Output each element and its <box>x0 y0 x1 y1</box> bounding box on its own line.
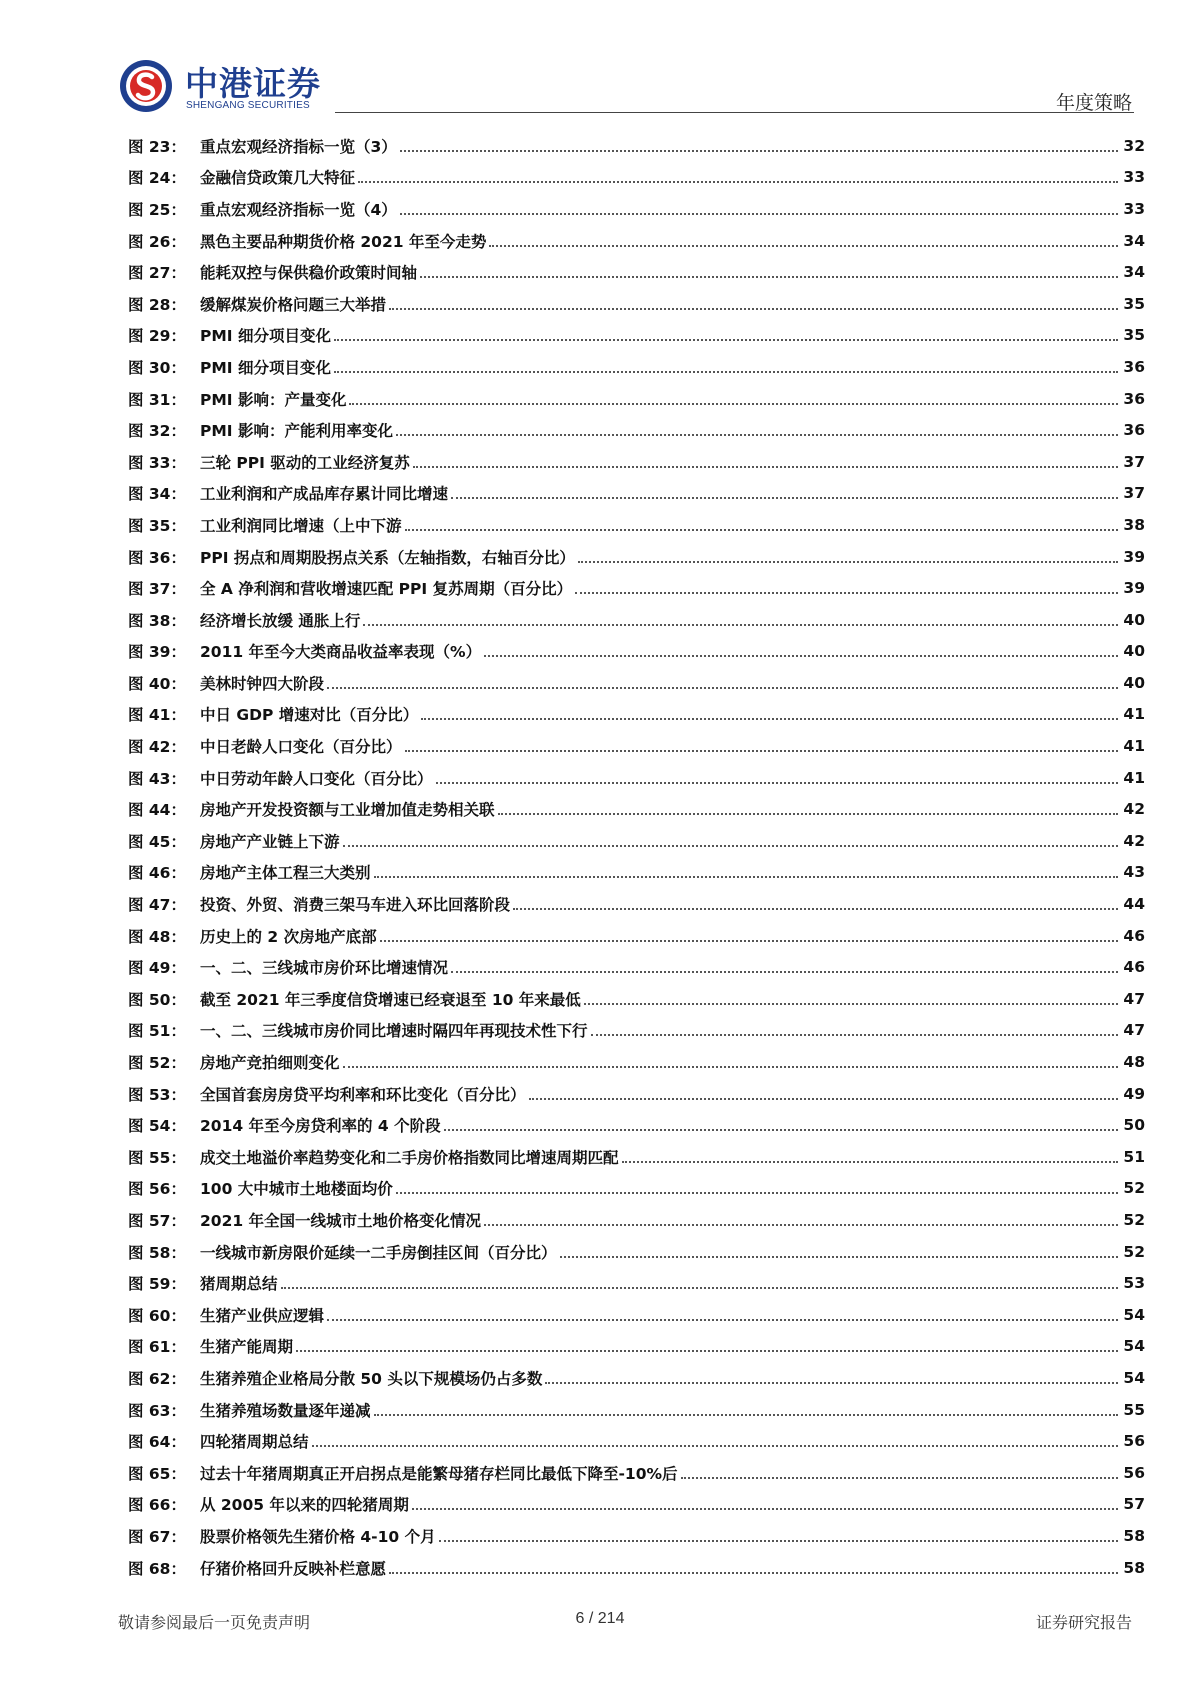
toc-entry-page: 34 <box>1123 231 1145 250</box>
toc-entry[interactable] <box>128 1267 1145 1299</box>
dot-leader <box>421 718 1118 720</box>
toc-entry-number: 图 68： <box>128 1559 186 1578</box>
dot-leader <box>439 1540 1118 1542</box>
toc-entry-number: 图 50： <box>128 990 186 1009</box>
toc-entry-title: 生猪养殖企业格局分散 50 头以下规模场仍占多数 <box>200 1369 543 1388</box>
toc-entry-title: 仔猪价格回升反映补栏意愿 <box>200 1559 387 1578</box>
toc-entry-number: 图 44： <box>128 801 186 820</box>
toc-entry-page: 58 <box>1123 1558 1145 1577</box>
toc-entry[interactable] <box>128 636 1145 668</box>
dot-leader <box>389 1572 1118 1574</box>
toc-entry-number: 图 59： <box>128 1275 186 1294</box>
toc-entry-number: 图 23： <box>128 137 186 156</box>
toc-entry-title: 一、二、三线城市房价环比增速情况 <box>200 959 449 978</box>
toc-entry-title: PMI 影响：产能利用率变化 <box>200 422 393 441</box>
toc-entry-number: 图 30： <box>128 358 186 377</box>
toc-entry-title: 房地产主体工程三大类别 <box>200 864 371 883</box>
toc-entry-number: 图 46： <box>128 864 186 883</box>
toc-entry-number: 图 36： <box>128 548 186 567</box>
toc-entry-title: PPI 拐点和周期股拐点关系（左轴指数，右轴百分比） <box>200 548 575 567</box>
toc-entry[interactable] <box>128 793 1145 825</box>
toc-entry-page: 39 <box>1123 579 1145 598</box>
dot-leader <box>358 181 1118 183</box>
toc-entry-number: 图 53： <box>128 1085 186 1104</box>
toc-entry-number: 图 32： <box>128 422 186 441</box>
toc-entry[interactable] <box>128 225 1145 257</box>
dot-leader <box>400 213 1118 215</box>
toc-entry-page: 42 <box>1123 831 1145 850</box>
toc-entry-number: 图 49： <box>128 959 186 978</box>
toc-entry[interactable] <box>128 130 1145 162</box>
dot-leader <box>349 403 1118 405</box>
dot-leader <box>396 1192 1118 1194</box>
toc-entry-title: 中日 GDP 增速对比（百分比） <box>200 706 419 725</box>
toc-entry-number: 图 67： <box>128 1527 186 1546</box>
toc-entry-title: 生猪养殖场数量逐年递减 <box>200 1401 371 1420</box>
toc-entry-title: 成交土地溢价率趋势变化和二手房价格指数同比增速周期匹配 <box>200 1148 619 1167</box>
toc-entry-number: 图 33： <box>128 453 186 472</box>
toc-entry-title: 重点宏观经济指标一览（3） <box>200 137 397 156</box>
toc-entry-page: 46 <box>1123 926 1145 945</box>
doc-type-label: 年度策略 <box>1055 92 1132 114</box>
toc-entry-page: 43 <box>1123 863 1145 882</box>
toc-entry[interactable] <box>128 604 1145 636</box>
dot-leader <box>529 1098 1118 1100</box>
toc-entry-page: 35 <box>1123 326 1145 345</box>
toc-entry-title: 工业利润和产成品库存累计同比增速 <box>200 485 449 504</box>
toc-entry-page: 50 <box>1123 1116 1145 1135</box>
toc-entry[interactable] <box>128 1078 1145 1110</box>
dot-leader <box>451 497 1118 499</box>
toc-entry-page: 47 <box>1123 1021 1145 1040</box>
header-divider <box>335 112 1134 113</box>
toc-entry-page: 35 <box>1123 294 1145 313</box>
toc-entry-title: 工业利润同比增速（上中下游 <box>200 516 402 535</box>
dot-leader <box>396 434 1118 436</box>
toc-entry[interactable] <box>128 699 1145 731</box>
toc-entry[interactable] <box>128 1109 1145 1141</box>
toc-entry-page: 40 <box>1123 642 1145 661</box>
toc-entry-page: 46 <box>1123 958 1145 977</box>
dot-leader <box>578 561 1118 563</box>
toc-entry-title: 重点宏观经济指标一览（4） <box>200 200 397 219</box>
dot-leader <box>281 1287 1118 1289</box>
toc-entry-title: 2021 年全国一线城市土地价格变化情况 <box>200 1211 482 1230</box>
dot-leader <box>327 687 1118 689</box>
toc-entry[interactable] <box>128 414 1145 446</box>
footer-report-type: 证券研究报告 <box>1035 1613 1132 1632</box>
toc-entry-number: 图 31： <box>128 390 186 409</box>
toc-entry-number: 图 58： <box>128 1243 186 1262</box>
toc-entry-page: 42 <box>1123 800 1145 819</box>
toc-entry[interactable] <box>128 541 1145 573</box>
dot-leader <box>405 750 1118 752</box>
toc-entry-title: 经济增长放缓 通胀上行 <box>200 611 361 630</box>
dot-leader <box>444 1129 1118 1131</box>
toc-entry-page: 52 <box>1123 1242 1145 1261</box>
dot-leader <box>681 1477 1118 1479</box>
toc-entry-title: 2011 年至今大类商品收益率表现（%） <box>200 643 482 662</box>
toc-entry-page: 41 <box>1123 768 1145 787</box>
toc-entry[interactable] <box>128 1141 1145 1173</box>
toc-entry-page: 54 <box>1123 1368 1145 1387</box>
toc-entry-page: 49 <box>1123 1084 1145 1103</box>
dot-leader <box>374 1414 1118 1416</box>
dot-leader <box>451 971 1118 973</box>
toc-entry-number: 图 34： <box>128 485 186 504</box>
toc-entry-number: 图 55： <box>128 1148 186 1167</box>
toc-entry-number: 图 64： <box>128 1433 186 1452</box>
dot-leader <box>389 308 1118 310</box>
toc-entry-title: 100 大中城市土地楼面均价 <box>200 1180 393 1199</box>
toc-entry-title: 房地产竞拍细则变化 <box>200 1054 340 1073</box>
toc-entry-number: 图 28： <box>128 295 186 314</box>
toc-entry-page: 54 <box>1123 1337 1145 1356</box>
toc-entry-page: 56 <box>1123 1463 1145 1482</box>
toc-entry[interactable] <box>128 1457 1145 1489</box>
toc-entry[interactable] <box>128 1489 1145 1521</box>
toc-entry[interactable] <box>128 288 1145 320</box>
dot-leader <box>498 813 1118 815</box>
dot-leader <box>575 592 1118 594</box>
toc-entry-title: 一线城市新房限价延续一二手房倒挂区间（百分比） <box>200 1243 557 1262</box>
toc-entry[interactable] <box>128 383 1145 415</box>
toc-entry-number: 图 57： <box>128 1211 186 1230</box>
toc-entry-number: 图 66： <box>128 1496 186 1515</box>
toc-entry-number: 图 65： <box>128 1464 186 1483</box>
toc-entry-title: 猪周期总结 <box>200 1275 278 1294</box>
toc-entry[interactable] <box>128 857 1145 889</box>
toc-entry[interactable] <box>128 888 1145 920</box>
toc-entry-title: 黑色主要品种期货价格 2021 年至今走势 <box>200 232 487 251</box>
toc-entry-title: 生猪产能周期 <box>200 1338 294 1357</box>
toc-entry-number: 图 39： <box>128 643 186 662</box>
page-header <box>0 0 1200 120</box>
toc-entry-number: 图 29： <box>128 327 186 346</box>
toc-entry-title: 三轮 PPI 驱动的工业经济复苏 <box>200 453 410 472</box>
toc-entry[interactable] <box>128 320 1145 352</box>
dot-leader <box>420 276 1118 278</box>
dot-leader <box>380 940 1118 942</box>
toc-entry[interactable] <box>128 1425 1145 1457</box>
toc-entry-title: 生猪产业供应逻辑 <box>200 1306 325 1325</box>
dot-leader <box>327 1319 1118 1321</box>
footer-disclaimer: 敬请参阅最后一页免责声明 <box>118 1613 311 1632</box>
toc-entry-title: 过去十年猪周期真正开启拐点是能繁母猪存栏同比最低下降至-10%后 <box>200 1464 678 1483</box>
toc-entry-page: 47 <box>1123 989 1145 1008</box>
toc-entry-page: 55 <box>1123 1400 1145 1419</box>
toc-entry-page: 52 <box>1123 1210 1145 1229</box>
toc-entry[interactable] <box>128 1046 1145 1078</box>
toc-entry-title: 中日老龄人口变化（百分比） <box>200 738 402 757</box>
toc-entry[interactable] <box>128 256 1145 288</box>
toc-entry-title: 缓解煤炭价格问题三大举措 <box>200 295 387 314</box>
dot-leader <box>545 1382 1118 1384</box>
dot-leader <box>363 624 1118 626</box>
logo-company-english: SHENGANG SECURITIES <box>186 100 310 111</box>
toc-entry-number: 图 61： <box>128 1338 186 1357</box>
dot-leader <box>436 782 1118 784</box>
toc-entry[interactable] <box>128 1299 1145 1331</box>
toc-entry-number: 图 37： <box>128 580 186 599</box>
toc-entry-page: 36 <box>1123 357 1145 376</box>
dot-leader <box>484 655 1118 657</box>
dot-leader <box>412 1508 1118 1510</box>
toc-entry-number: 图 56： <box>128 1180 186 1199</box>
toc-entry-number: 图 42： <box>128 738 186 757</box>
toc-entry[interactable] <box>128 667 1145 699</box>
toc-entry-number: 图 24： <box>128 169 186 188</box>
toc-entry[interactable] <box>128 1173 1145 1205</box>
toc-entry-number: 图 62： <box>128 1369 186 1388</box>
toc-entry[interactable] <box>128 1236 1145 1268</box>
toc-entry-page: 41 <box>1123 705 1145 724</box>
toc-entry-number: 图 52： <box>128 1054 186 1073</box>
dot-leader <box>400 150 1118 152</box>
toc-entry[interactable] <box>128 351 1145 383</box>
toc-entry-title: 历史上的 2 次房地产底部 <box>200 927 377 946</box>
toc-entry-number: 图 60： <box>128 1306 186 1325</box>
toc-entry-page: 41 <box>1123 737 1145 756</box>
toc-entry-page: 33 <box>1123 168 1145 187</box>
toc-entry[interactable] <box>128 920 1145 952</box>
toc-entry-page: 37 <box>1123 452 1145 471</box>
toc-entry[interactable] <box>128 572 1145 604</box>
toc-entry[interactable] <box>128 1362 1145 1394</box>
figure-index <box>128 130 1145 1583</box>
toc-entry[interactable] <box>128 825 1145 857</box>
toc-entry-page: 57 <box>1123 1495 1145 1514</box>
toc-entry-number: 图 25： <box>128 200 186 219</box>
toc-entry-page: 38 <box>1123 515 1145 534</box>
toc-entry[interactable] <box>128 983 1145 1015</box>
toc-entry-title: 2014 年至今房贷利率的 4 个阶段 <box>200 1117 441 1136</box>
toc-entry-page: 56 <box>1123 1432 1145 1451</box>
dot-leader <box>343 845 1118 847</box>
toc-entry-number: 图 43： <box>128 769 186 788</box>
toc-entry-page: 36 <box>1123 421 1145 440</box>
toc-entry-title: 全国首套房房贷平均利率和环比变化（百分比） <box>200 1085 526 1104</box>
toc-entry-page: 54 <box>1123 1305 1145 1324</box>
toc-entry-number: 图 47： <box>128 896 186 915</box>
toc-entry[interactable] <box>128 1331 1145 1363</box>
toc-entry-title: PMI 细分项目变化 <box>200 358 331 377</box>
toc-entry-page: 32 <box>1123 136 1145 155</box>
dot-leader <box>334 339 1118 341</box>
toc-entry[interactable] <box>128 1520 1145 1552</box>
dot-leader <box>296 1350 1118 1352</box>
toc-entry-page: 51 <box>1123 1147 1145 1166</box>
dot-leader <box>622 1161 1118 1163</box>
toc-entry-page: 44 <box>1123 895 1145 914</box>
toc-entry-title: 能耗双控与保供稳价政策时间轴 <box>200 264 418 283</box>
dot-leader <box>591 1034 1118 1036</box>
toc-entry-number: 图 45： <box>128 832 186 851</box>
toc-entry-title: 四轮猪周期总结 <box>200 1433 309 1452</box>
toc-entry-number: 图 54： <box>128 1117 186 1136</box>
toc-entry-title: 房地产产业链上下游 <box>200 832 340 851</box>
toc-entry-page: 40 <box>1123 610 1145 629</box>
dot-leader <box>560 1256 1118 1258</box>
toc-entry-page: 34 <box>1123 263 1145 282</box>
toc-entry-title: 股票价格领先生猪价格 4-10 个月 <box>200 1527 436 1546</box>
toc-entry-number: 图 48： <box>128 927 186 946</box>
toc-entry[interactable] <box>128 1552 1145 1584</box>
toc-entry[interactable] <box>128 478 1145 510</box>
toc-entry-page: 48 <box>1123 1053 1145 1072</box>
toc-entry-title: 一、二、三线城市房价同比增速时隔四年再现技术性下行 <box>200 1022 588 1041</box>
toc-entry-title: 从 2005 年以来的四轮猪周期 <box>200 1496 409 1515</box>
toc-entry-page: 39 <box>1123 547 1145 566</box>
toc-entry-number: 图 35： <box>128 516 186 535</box>
toc-entry-number: 图 51： <box>128 1022 186 1041</box>
toc-entry[interactable] <box>128 446 1145 478</box>
toc-entry-title: PMI 影响：产量变化 <box>200 390 347 409</box>
toc-entry[interactable] <box>128 1204 1145 1236</box>
toc-entry[interactable] <box>128 951 1145 983</box>
toc-entry-title: 房地产开发投资额与工业增加值走势相关联 <box>200 801 495 820</box>
logo-company-name: 中港证券 <box>185 64 321 103</box>
toc-entry-title: PMI 细分项目变化 <box>200 327 331 346</box>
dot-leader <box>513 908 1118 910</box>
toc-entry[interactable] <box>128 730 1145 762</box>
toc-entry-number: 图 27： <box>128 264 186 283</box>
toc-entry-number: 图 26： <box>128 232 186 251</box>
dot-leader <box>489 245 1118 247</box>
toc-entry-page: 53 <box>1123 1274 1145 1293</box>
toc-entry-page: 36 <box>1123 389 1145 408</box>
page-footer <box>0 1610 1200 1650</box>
dot-leader <box>584 1003 1118 1005</box>
toc-entry-title: 美林时钟四大阶段 <box>200 674 325 693</box>
toc-entry-page: 58 <box>1123 1526 1145 1545</box>
toc-entry-page: 37 <box>1123 484 1145 503</box>
dot-leader <box>413 466 1118 468</box>
dot-leader <box>343 1066 1118 1068</box>
dot-leader <box>405 529 1118 531</box>
toc-entry-page: 52 <box>1123 1179 1145 1198</box>
toc-entry-title: 中日劳动年龄人口变化（百分比） <box>200 769 433 788</box>
toc-entry-page: 40 <box>1123 673 1145 692</box>
toc-entry[interactable] <box>128 762 1145 794</box>
toc-entry[interactable] <box>128 1394 1145 1426</box>
toc-entry[interactable] <box>128 162 1145 194</box>
dot-leader <box>374 876 1118 878</box>
dot-leader <box>334 371 1118 373</box>
dot-leader <box>484 1224 1118 1226</box>
toc-entry[interactable] <box>128 193 1145 225</box>
toc-entry-number: 图 38： <box>128 611 186 630</box>
toc-entry-number: 图 63： <box>128 1401 186 1420</box>
page-number: 6 / 214 <box>575 1610 625 1627</box>
toc-entry-page: 33 <box>1123 199 1145 218</box>
toc-entry-title: 投资、外贸、消费三架马车进入环比回落阶段 <box>200 896 511 915</box>
toc-entry-title: 全 A 净利润和营收增速匹配 PPI 复苏周期（百分比） <box>200 580 573 599</box>
dot-leader <box>312 1445 1118 1447</box>
toc-entry-number: 图 41： <box>128 706 186 725</box>
toc-entry[interactable] <box>128 509 1145 541</box>
toc-entry-number: 图 40： <box>128 674 186 693</box>
shengang-logo-icon <box>118 58 174 114</box>
toc-entry-title: 金融信贷政策几大特征 <box>200 169 356 188</box>
toc-entry-title: 截至 2021 年三季度信贷增速已经衰退至 10 年来最低 <box>200 990 581 1009</box>
toc-entry[interactable] <box>128 1015 1145 1047</box>
